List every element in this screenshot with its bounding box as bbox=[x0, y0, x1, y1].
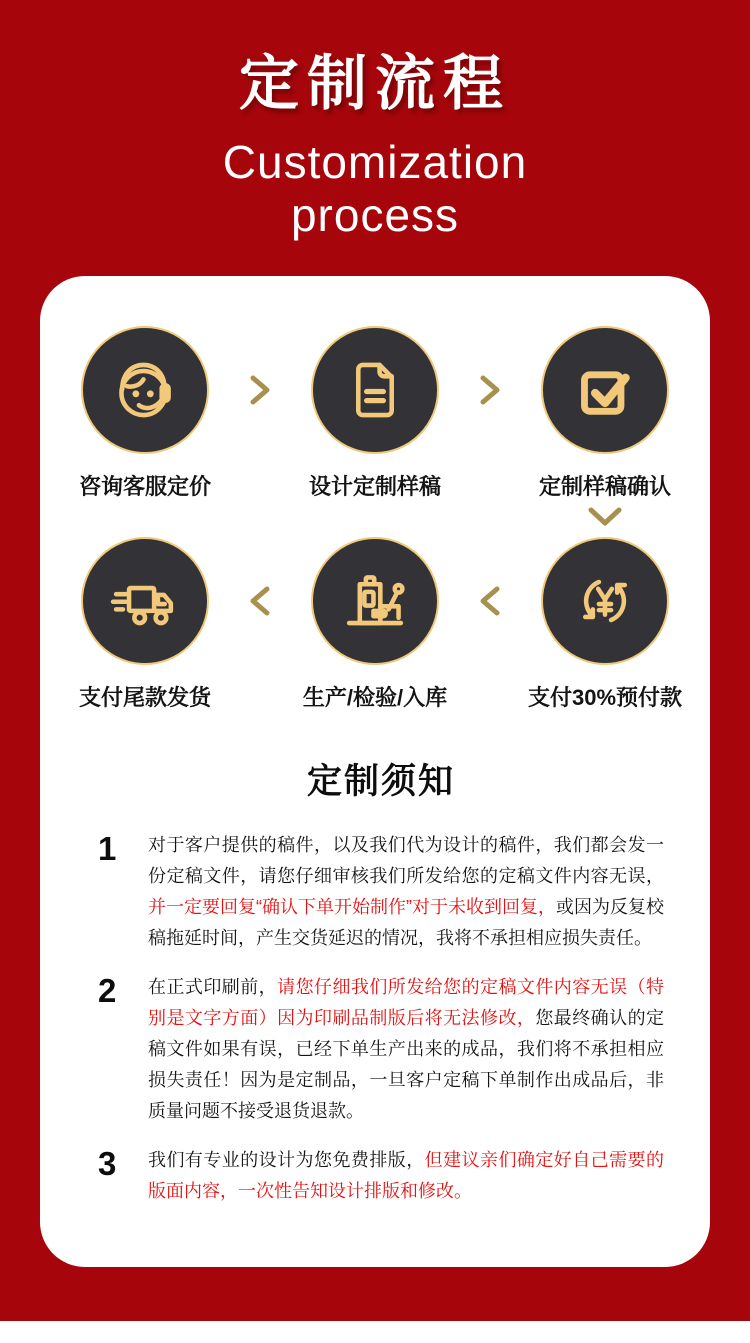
step-consult-pricing bbox=[56, 326, 234, 501]
section-header bbox=[0, 0, 750, 276]
production-machine-icon bbox=[337, 563, 413, 639]
page-subtitle bbox=[0, 136, 750, 242]
step-label: 定制样稿确认 bbox=[538, 473, 671, 499]
step-circle bbox=[81, 537, 209, 665]
currency-refresh-icon bbox=[567, 563, 643, 639]
step-circle bbox=[541, 326, 669, 454]
step-label: 生产/检验/入库 bbox=[302, 684, 448, 710]
note-item-2 bbox=[98, 972, 664, 1127]
step-circle bbox=[81, 326, 209, 454]
down-arrow-row bbox=[52, 501, 698, 537]
process-card bbox=[40, 276, 710, 1267]
step-label: 咨询客服定价 bbox=[78, 473, 211, 499]
step-design-sample bbox=[286, 326, 464, 501]
note-text: 在正式印刷前，请您仔细我们所发给您的定稿文件内容无误（特别是文字方面）因为印刷品制版后将无法修改，您最终确认的定稿文件如果有误，已经下单生产出来的成品，我们将不承担相应损失责任！因为是定制品，一旦客户定稿下单制作出成品后，非质量问题不接受退货退款。 bbox=[148, 976, 665, 1121]
step-production-inspection bbox=[286, 537, 464, 712]
note-number: 2 bbox=[98, 971, 117, 1009]
page-title: 定制流程 bbox=[239, 50, 511, 117]
step-label: 支付30%预付款 bbox=[527, 684, 683, 710]
document-icon bbox=[337, 352, 413, 428]
step-circle bbox=[311, 326, 439, 454]
process-flow bbox=[40, 326, 710, 712]
note-text: 对于客户提供的稿件，以及我们代为设计的稿件，我们都会发一份定稿文件，请您仔细审核我们所发给您的定稿文件内容无误，并一定要回复“确认下单开始制作”对于未收到回复，或因为反复校稿拖延时间，产生交货延迟的情况，我将不承担相应损失责任。 bbox=[148, 834, 664, 948]
process-row-2 bbox=[52, 537, 698, 712]
step-label: 支付尾款发货 bbox=[78, 684, 211, 710]
delivery-truck-icon bbox=[107, 563, 183, 639]
step-circle bbox=[311, 537, 439, 665]
subtitle-line-1: Customization bbox=[222, 136, 528, 188]
notes-heading: 定制须知 bbox=[306, 761, 455, 801]
bottom-white-strip bbox=[0, 1321, 750, 1343]
note-number: 3 bbox=[98, 1144, 117, 1182]
arrow-left-icon bbox=[464, 537, 516, 665]
step-pay-deposit bbox=[516, 537, 694, 712]
arrow-right-icon bbox=[464, 326, 516, 454]
step-circle bbox=[541, 537, 669, 665]
checkbox-check-icon bbox=[567, 352, 643, 428]
note-item-1 bbox=[98, 830, 664, 954]
subtitle-line-2: process bbox=[290, 188, 460, 241]
arrow-down-icon bbox=[516, 507, 694, 531]
note-item-3 bbox=[98, 1145, 664, 1207]
arrow-left-icon bbox=[234, 537, 286, 665]
note-number: 1 bbox=[98, 829, 117, 867]
custom-notes-section bbox=[40, 712, 710, 1207]
process-row-1 bbox=[52, 326, 698, 501]
customer-service-icon bbox=[107, 352, 183, 428]
note-text: 我们有专业的设计为您免费排版，但建议亲们确定好自己需要的版面内容，一次性告知设计排版和修改。 bbox=[148, 1149, 665, 1201]
step-label: 设计定制样稿 bbox=[308, 473, 441, 499]
arrow-right-icon bbox=[234, 326, 286, 454]
step-pay-balance-ship bbox=[56, 537, 234, 712]
step-sample-confirm bbox=[516, 326, 694, 501]
